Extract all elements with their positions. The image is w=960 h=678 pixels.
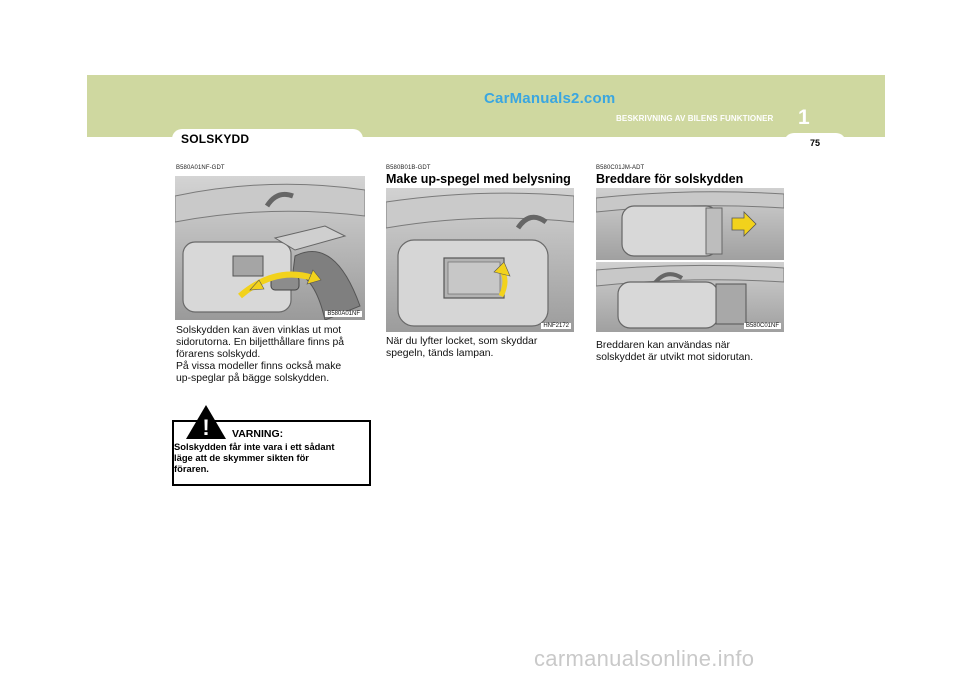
text-line: solskyddet är utvikt mot sidorutan.: [596, 352, 754, 363]
warning-line: Solskydden får inte vara i ett sådant: [174, 441, 335, 452]
figure-sunvisor-swing: [175, 176, 365, 320]
figure-vanity-mirror: [386, 188, 574, 332]
visor-extension-illustration: [596, 188, 784, 332]
chapter-number: 1: [798, 106, 810, 129]
text-line: up-speglar på bägge solskydden.: [176, 373, 330, 384]
section-title: SOLSKYDD: [181, 132, 250, 146]
figure-visor-extension: [596, 188, 784, 332]
figure-label: B580A01NF: [327, 311, 360, 317]
warning-title: VARNING:: [232, 428, 284, 440]
text-line: Solskydden kan även vinklas ut mot: [176, 325, 342, 336]
site-watermark-top[interactable]: CarManuals2.com: [484, 90, 616, 107]
column1-code: B580A01NF-GDT: [176, 165, 225, 171]
svg-text:!: !: [202, 415, 210, 440]
text-line: förarens solskydd.: [176, 349, 261, 360]
column3-code: B580C01JM-ADT: [596, 165, 645, 171]
text-line: På vissa modeller finns också make: [176, 361, 342, 372]
site-watermark-bottom[interactable]: carmanualsonline.info: [534, 646, 755, 671]
column2-code: B580B01B-GDT: [386, 165, 431, 171]
warning-text: [174, 441, 365, 474]
text-line: spegeln, tänds lampan.: [386, 348, 494, 359]
page-number: 75: [809, 138, 820, 148]
column3-text: [596, 340, 784, 364]
warning-line: föraren.: [174, 463, 209, 474]
text-line: Breddaren kan användas när: [596, 340, 731, 351]
chapter-title: BESKRIVNING AV BILENS FUNKTIONER: [616, 114, 774, 123]
column2-text: [386, 336, 574, 360]
sunvisor-swing-illustration: [175, 176, 365, 320]
text-line: sidorutorna. En biljetthållare finns på: [176, 337, 345, 348]
warning-triangle-icon: [184, 403, 228, 441]
vanity-mirror-illustration: [386, 188, 574, 332]
column1-text: [176, 325, 364, 385]
warning-line: läge att de skymmer sikten för: [174, 452, 309, 463]
column3-heading: Breddare för solskydden: [596, 172, 744, 186]
figure-label: B580C01NF: [745, 323, 779, 329]
text-line: När du lyfter locket, som skyddar: [386, 336, 538, 347]
figure-label: HNF2172: [543, 323, 569, 329]
column2-heading: Make up-spegel med belysning: [386, 172, 571, 186]
